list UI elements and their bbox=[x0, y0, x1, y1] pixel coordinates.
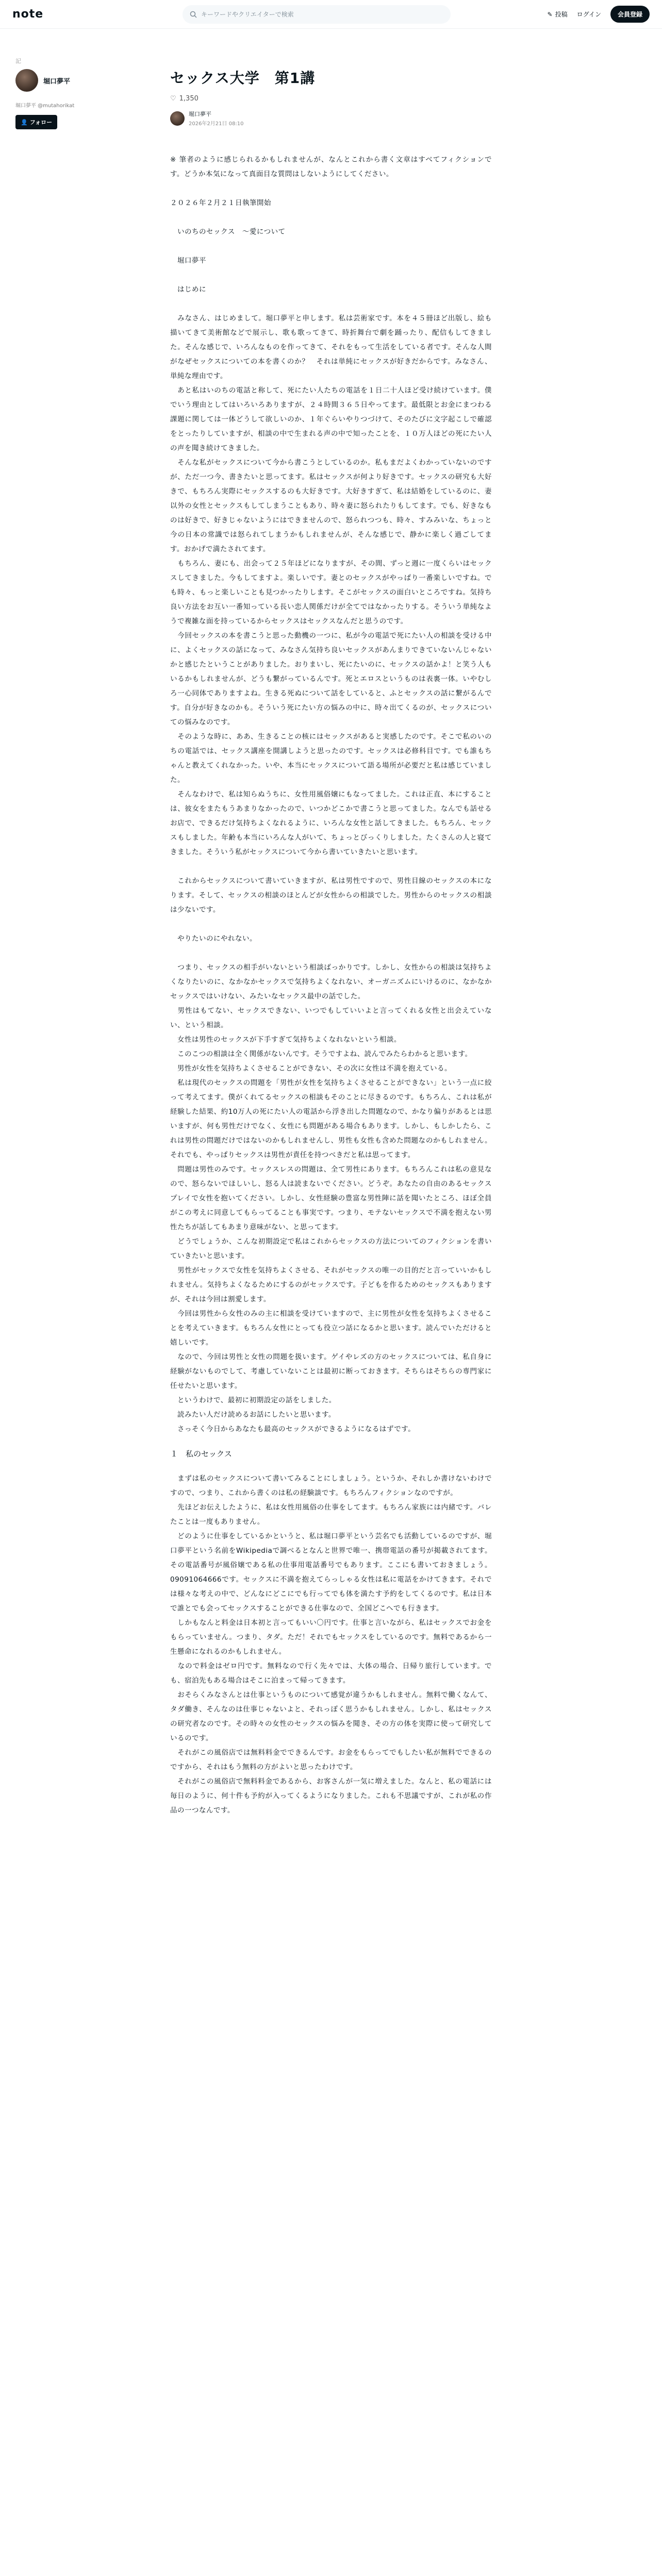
paragraph bbox=[170, 181, 492, 196]
publish-date: 2026年2月21日 08:10 bbox=[189, 121, 244, 127]
paragraph bbox=[170, 268, 492, 282]
signup-button[interactable]: 会員登録 bbox=[610, 6, 650, 23]
article-body bbox=[170, 152, 492, 1818]
paragraph: どうでしょうか、こんな初期設定で私はこれからセックスの方法についてのフィクションを書いていきたいと思います。 bbox=[170, 1238, 492, 1260]
paragraph bbox=[170, 946, 492, 960]
post-label: 投稿 bbox=[555, 11, 568, 18]
follow-button[interactable] bbox=[15, 115, 57, 129]
paragraph: どのように仕事をしているかというと、私は堀口夢平という芸名でも活動しているのですが、堀口夢平という名前をWikipediaで調べるとなんと世界で唯一、携帯電話の番号が掲載されてます。その電話番号が風俗嬢である私の仕事用電話番号でもあります。ここにも書いておきましょう。09091064666です。セックスに不満を抱えてらっしゃる女性は私に電話をかけてきます。それでは様々な考えの中で、どんなにどこにでも行ってでも体を満たす予約をしてくるのです。私は日本で誰とでも会ってセックスすることができる仕事なので、全国どこへでも行きます。 bbox=[170, 1532, 492, 1613]
avatar[interactable] bbox=[15, 69, 38, 92]
paragraph: 先ほどお伝えしたように、私は女性用風俗の仕事をしてます。もちろん家族には内緒です。バレたことは一度もありません。 bbox=[170, 1503, 492, 1526]
search-placeholder: キーワードやクリエイターで検索 bbox=[201, 11, 294, 18]
paragraph: はじめに bbox=[170, 285, 206, 294]
paragraph bbox=[170, 239, 492, 253]
paragraph: ２０２６年２月２１日執筆開始 bbox=[170, 199, 271, 207]
paragraph bbox=[170, 297, 492, 311]
paragraph: みなさん、はじめまして。堀口夢平と申します。私は芸術家です。本を４５冊ほど出版し、絵も描いてきて美術館などで展示し、歌も歌ってきて、時折舞台で劇を踊ったり、配信もしてきました。そんな感じで、いろんなものを作ってきて、それをもって生活をしている者です。そんな人間がなぜセックスについての本を書くのか？ それは単純にセックスが好きだからです。みなさん、単純な理由です。 bbox=[170, 314, 492, 380]
paragraph: 男性が女性を気持ちよくさせることができない、その次に女性は不満を抱えている。 bbox=[170, 1064, 452, 1073]
paragraph bbox=[170, 917, 492, 931]
paragraph: 男性はもてない、セックスできない、いつでもしていいよと言ってくれる女性と出会えていない、という相談。 bbox=[170, 1007, 492, 1029]
paragraph: それがこの風俗店で無料料金であるから、お客さんが一気に増えました。なんと、私の電話には毎日のように、何十件も予約が入ってくるようになりました。これも不思議ですが、これが私の作品の一つなんです。 bbox=[170, 1777, 492, 1815]
paragraph: このこつの相談は全く関係がないんです。そうですよね、読んでみたらわかると思います。 bbox=[170, 1050, 472, 1058]
paragraph: あと私はいのちの電話と称して、死にたい人たちの電話を１日二十人ほど受け続けています。僕でいう理由としてはいろいろありますが、２４時間３６５日やってます。最低限とお金にまつわる課題に関しては一体どうして欲しいのか、１年ぐらいやりつづけて、そのたびに文字起こしで確認をとったりしていますが、相談の中で生まれる声の中で知ったことを、１０万人ほどの死にたい人の声を聞き続けてきました。 bbox=[170, 386, 492, 452]
paragraph: 問題は男性のみです。セックスレスの問題は、全て男性にあります。もちろんこれは私の意見なので、怒らないでほしいし、怒る人は読まないでください。どうぞ。あなたの自由のあるセックスプレイで女性を抱いてください。しかし、女性経験の豊富な男性陣に話を聞いたところ、ほぼ全員がこの考えに同意してもらってることも事実です。つまり、モテないセックスで不満を抱えない男性たちが話してもあまり意味がない、と思ってます。 bbox=[170, 1165, 492, 1231]
paragraph: ※ 筆者のように感じられるかもしれませんが、なんとこれから書く文章はすべてフィクションです。どうか本気になって真面目な質問はしないようにしてください。 bbox=[170, 156, 492, 178]
page-title: セックス大学 第1講 bbox=[170, 70, 316, 87]
site-header bbox=[0, 0, 662, 29]
paragraph: まずは私のセックスについて書いてみることにしましょう。というか、それしか書けないわけですので、つまり、これから書くのは私の経験談です。もちろんフィクションなのですが。 bbox=[170, 1475, 492, 1497]
paragraph: つまり、セックスの相手がいないという相談ばっかりです。しかし、女性からの相談は気持ちよくなりたいのに、なかなかセックスで気持ちよくなれない、オーガニズムにいけるのに、なかなかセックスではいけない、みたいなセックス最中の話でした。 bbox=[170, 963, 492, 1001]
paragraph: そんな私がセックスについて今から書こうとしているのか。私もまだよくわかっていないのですが、ただ一つ今、書きたいと思ってます。私はセックスが何より好きです。セックスの研究も大好きで、もちろん実際にセックスするのも大好きです。大好きすぎて、私は結婚をしているのに、妻以外の女性とセックスもしてしまうこともあり、時々妻に怒られたりもしてます。でも、好きなものは好きで、好きじゃないようにはできませんので、怒られつつも、時々、すみみいな、ちょっと今の日本の常識では怒られてしまうかもしれませんが、そんな感じで、静かに楽しく過ごしてます。おかげで満たされてます。 bbox=[170, 459, 492, 553]
paragraph: おそらくみなさんとは仕事というものについて感覚が違うかもしれません。無料で働くなんて、タダ働き、そんなのは仕事じゃないよと、それっぽく思うかもしれません。しかし、私はセックスの研究者なのです。その時々の女性のセックスの悩みを聞き、その方の体を実際に使って研究しているのです。 bbox=[170, 1691, 492, 1742]
login-button[interactable]: ログイン bbox=[576, 11, 601, 18]
paragraph: 今回は男性から女性のみの主に相談を受けていますので、主に男性が女性を気持ちよくさせることを考えていきます。もちろん女性にとっても役立つ話になるかと思います。読んでいただけると嬉しいです。 bbox=[170, 1310, 492, 1347]
paragraph: そのような時に、ああ、生きることの核にはセックスがあると実感したのです。そこで私のいのちの電話では、セックス講座を開講しようと思ったのです。セックスは必修科目です。でも誰もちゃんと教えてくれなかった。いや、本当にセックスについて語る場所が必要だと私は感じていました。 bbox=[170, 733, 492, 784]
paragraph: しかもなんと料金は日本初と言ってもいい〇円です。仕事と言いながら、私はセックスでお金をもらっていません。つまり、タダ。ただ！それでもセックスをしているのです。無料であるから一生懸命になれるのかもしれません。 bbox=[170, 1619, 492, 1656]
sidebar-label: 記 bbox=[15, 58, 21, 64]
paragraph bbox=[170, 859, 492, 874]
paragraph: もちろん、妻にも、出会って２５年ほどになりますが、その間、ずっと週に一度くらいはセックスしてきました。今もしてますよ。楽しいです。妻とのセックスがやっぱり一番楽しいですね。でも時々、もっと楽しいことも見つかったりします。そこがセックスの面白いところですね。気持ち良い方法をお互い一番知っている長い恋人関係だけが全てではなかったりする。そういう単純なようで複雑な面を持っているからセックスはセックスなんだと思うのです。 bbox=[170, 560, 492, 625]
paragraph: 読みたい人だけ読めるお話にしたいと思います。 bbox=[170, 1411, 336, 1419]
like-count[interactable] bbox=[170, 95, 492, 103]
paragraph: いのちのセックス 〜愛について bbox=[170, 228, 286, 236]
paragraph: そんなわけで、私は知らぬうちに、女性用風俗嬢にもなってました。これは正直、本にすることは、彼女をまたもうあまりなかったので、いつかどこかで書こうと思ってました。なんでも話せるお店で、できるだけ気持ちよくなれるように、いろんな女性と話してきました。もちろん、セックスもしました。年齢も本当にいろんな人がいて、ちょっとびっくりしました。たくさんの人と寝てきました。そういう私がセックスについて今から書いていきたいと思います。 bbox=[170, 790, 492, 856]
paragraph: さっそく今日からあなたも最高のセックスができるようになるはずです。 bbox=[170, 1425, 416, 1433]
byline bbox=[170, 110, 492, 127]
pencil-icon: ✎ bbox=[547, 10, 553, 18]
paragraph: これからセックスについて書いていきますが、私は男性ですので、男性目線のセックスの本になります。そして、セックスの相談のほとんどが女性からの相談でした。男性からのセックスの相談は少ないです。 bbox=[170, 877, 492, 914]
paragraph bbox=[170, 210, 492, 225]
search-icon bbox=[190, 11, 197, 18]
paragraph: 堀口夢平 bbox=[170, 257, 206, 265]
post-button[interactable] bbox=[548, 10, 568, 19]
paragraph: やりたいのにやれない。 bbox=[170, 935, 257, 943]
byline-avatar[interactable] bbox=[170, 111, 185, 126]
author-meta: 堀口夢平 @mutahorikat bbox=[15, 103, 75, 109]
author-profile[interactable] bbox=[15, 69, 108, 92]
note-logo[interactable]: note bbox=[12, 8, 44, 21]
article bbox=[170, 67, 492, 1818]
section-heading: １ 私のセックス bbox=[170, 1449, 232, 1459]
search-bar[interactable] bbox=[183, 5, 451, 24]
paragraph: 女性は男性のセックスが下手すぎて気持ちよくなれないという相談。 bbox=[170, 1036, 401, 1044]
paragraph: 今回セックスの本を書こうと思った動機の一つに、私が今の電話で死にたい人の相談を受ける中に、よくセックスの話になって、みなさん気持ち良いセックスがあんまりできていないんじゃないかと感じたということがありました。おりまいし、死にたいのに、セックスの話かよ！と笑う人もいるかもしれませんが、どうも繋がっているんです。死とエロスというものは表裏一体。いやむしろ一心同体でありますよね。生きる死ぬについて話をしていると、ふとセックスの話に繋がるんです。自分が好きなのかも。そういう死にたい方の悩みの中に、時々出てくるのが、セックスについての悩みなのです。 bbox=[170, 632, 492, 726]
paragraph: 私は現代のセックスの問題を「男性が女性を気持ちよくさせることができない」という一点に絞って考えてます。僕がくれてるセックスの相談もそのことに尽きるのです。もちろん、これは私が経験した結果、約10万人の死にたい人の電話から浮き出した問題なので、かなり偏りがあるとは思いますが、何も男性だけでなく、女性にも問題がある場合もあります。しかし、もしかしたら、これは男性の問題だけではないのかもしれませんし、男性も女性も含めた問題なのかもしれません。それでも、やっぱりセックスは男性が責任を持つべきだと私は思ってます。 bbox=[170, 1079, 492, 1159]
byline-author[interactable]: 堀口夢平 bbox=[189, 111, 211, 117]
paragraph: なので、今回は男性と女性の問題を扱います。ゲイやレズの方のセックスについては、私自身に経験がないものでして、考慮していないことは最初に断っておきます。そちらはそちらの専門家に任せたいと思います。 bbox=[170, 1353, 492, 1390]
user-plus-icon: 👤 bbox=[21, 118, 28, 126]
heart-icon: ♡ bbox=[170, 95, 176, 103]
like-count-value: 1,350 bbox=[179, 95, 198, 103]
follow-label: フォロー bbox=[29, 119, 53, 126]
author-sidebar bbox=[15, 57, 108, 129]
paragraph: それがこの風俗店では無料料金でできるんです。お金をもらってでもしたい私が無料でできるのですから、それはもう無料の方がよいと思ったわけです。 bbox=[170, 1749, 492, 1771]
paragraph: なので料金はゼロ円です。無料なので行く先々では、大体の場合、日帰り旅行しています。でも、宿泊先もある場合はそこに泊まって帰ってきます。 bbox=[170, 1662, 492, 1685]
paragraph: というわけで、最初に初期設定の話をしました。 bbox=[170, 1396, 336, 1404]
author-name[interactable]: 堀口夢平 bbox=[43, 77, 71, 86]
paragraph: 男性がセックスで女性を気持ちよくさせる、それがセックスの唯一の目的だと言っていいかもしれません。気持ちよくなるためにするのがセックスです。子どもを作るためのセックスもありますが、それは今回は割愛します。 bbox=[170, 1266, 492, 1303]
